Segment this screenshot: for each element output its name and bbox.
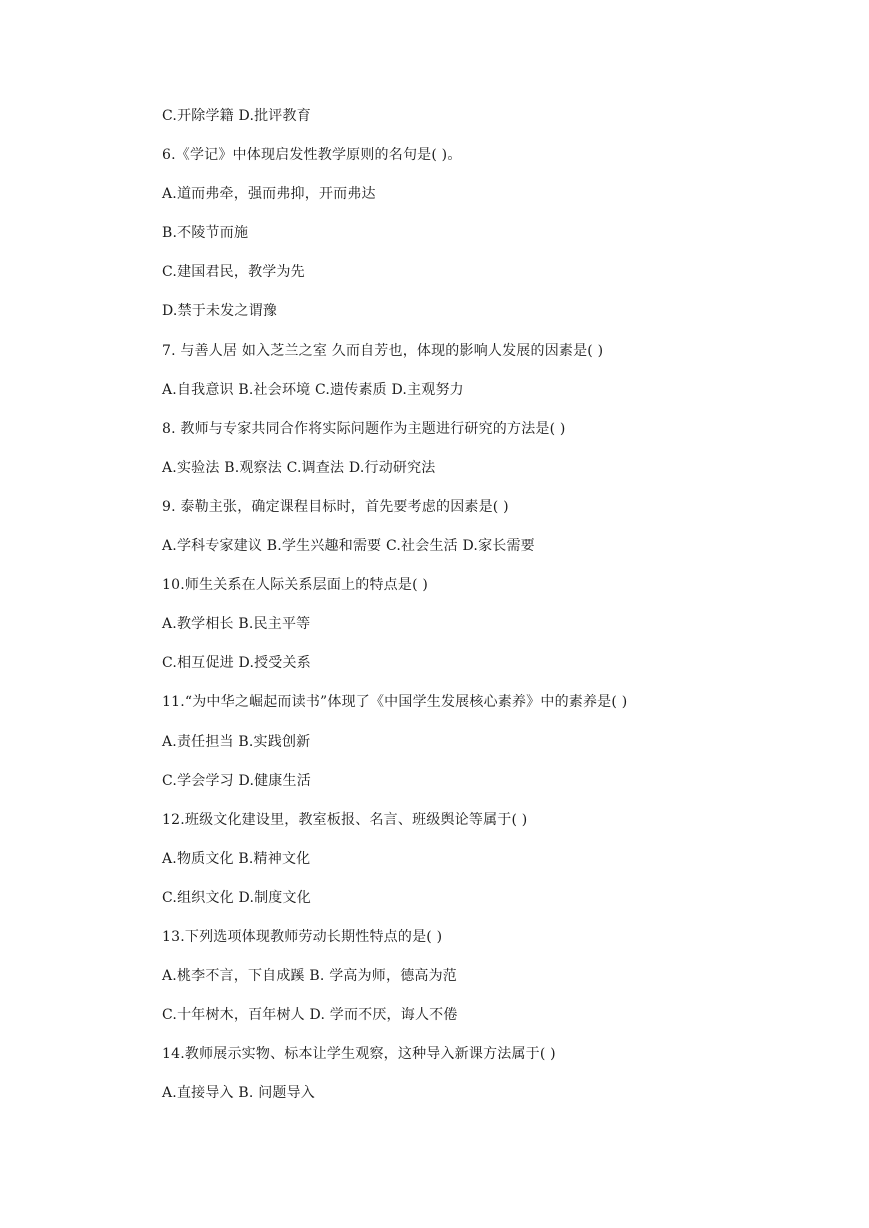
option-line: A.直接导入 B. 问题导入 — [162, 1085, 315, 1102]
option-line: D.禁于未发之谓豫 — [162, 303, 277, 320]
option-line: A.学科专家建议 B.学生兴趣和需要 C.社会生活 D.家长需要 — [162, 538, 535, 555]
question-11: 11.“为中华之崛起而读书”体现了《中国学生发展核心素养》中的素养是( ) — [162, 694, 628, 711]
option-line: A.教学相长 B.民主平等 — [162, 616, 311, 633]
option-line: A.实验法 B.观察法 C.调查法 D.行动研究法 — [162, 459, 436, 476]
option-line: C.组织文化 D.制度文化 — [162, 889, 311, 906]
question-12: 12.班级文化建设里，教室板报、名言、班级舆论等属于( ) — [162, 811, 528, 828]
option-line: A.自我意识 B.社会环境 C.遗传素质 D.主观努力 — [162, 381, 464, 398]
option-line: C.相互促进 D.授受关系 — [162, 655, 311, 672]
option-line: A.道而弗牵，强而弗抑，开而弗达 — [162, 186, 376, 203]
option-line: C.开除学籍 D.批评教育 — [162, 108, 311, 124]
question-14: 14.教师展示实物、标本让学生观察，这种导入新课方法属于( ) — [162, 1046, 556, 1063]
question-6: 6.《学记》中体现启发性教学原则的名句是( )。 — [162, 147, 462, 164]
option-line: A.责任担当 B.实践创新 — [162, 733, 311, 750]
question-13: 13.下列选项体现教师劳动长期性特点的是( ) — [162, 928, 443, 945]
option-line: C.学会学习 D.健康生活 — [162, 772, 311, 789]
option-line: A.桃李不言，下自成蹊 B. 学高为师，德高为范 — [162, 968, 457, 985]
option-line: A.物质文化 B.精神文化 — [162, 850, 311, 867]
question-10: 10.师生关系在人际关系层面上的特点是( ) — [162, 577, 429, 594]
option-line: C.十年树木，百年树人 D. 学而不厌，诲人不倦 — [162, 1007, 458, 1024]
question-9: 9. 泰勒主张，确定课程目标时，首先要考虑的因素是( ) — [162, 498, 509, 515]
option-line: B.不陵节而施 — [162, 225, 249, 242]
question-8: 8. 教师与专家共同合作将实际问题作为主题进行研究的方法是( ) — [162, 420, 566, 437]
question-list — [162, 104, 842, 1120]
option-line: C.建国君民，教学为先 — [162, 264, 305, 281]
question-7: 7. 与善人居 如入芝兰之室 久而自芳也，体现的影响人发展的因素是( ) — [162, 342, 604, 359]
